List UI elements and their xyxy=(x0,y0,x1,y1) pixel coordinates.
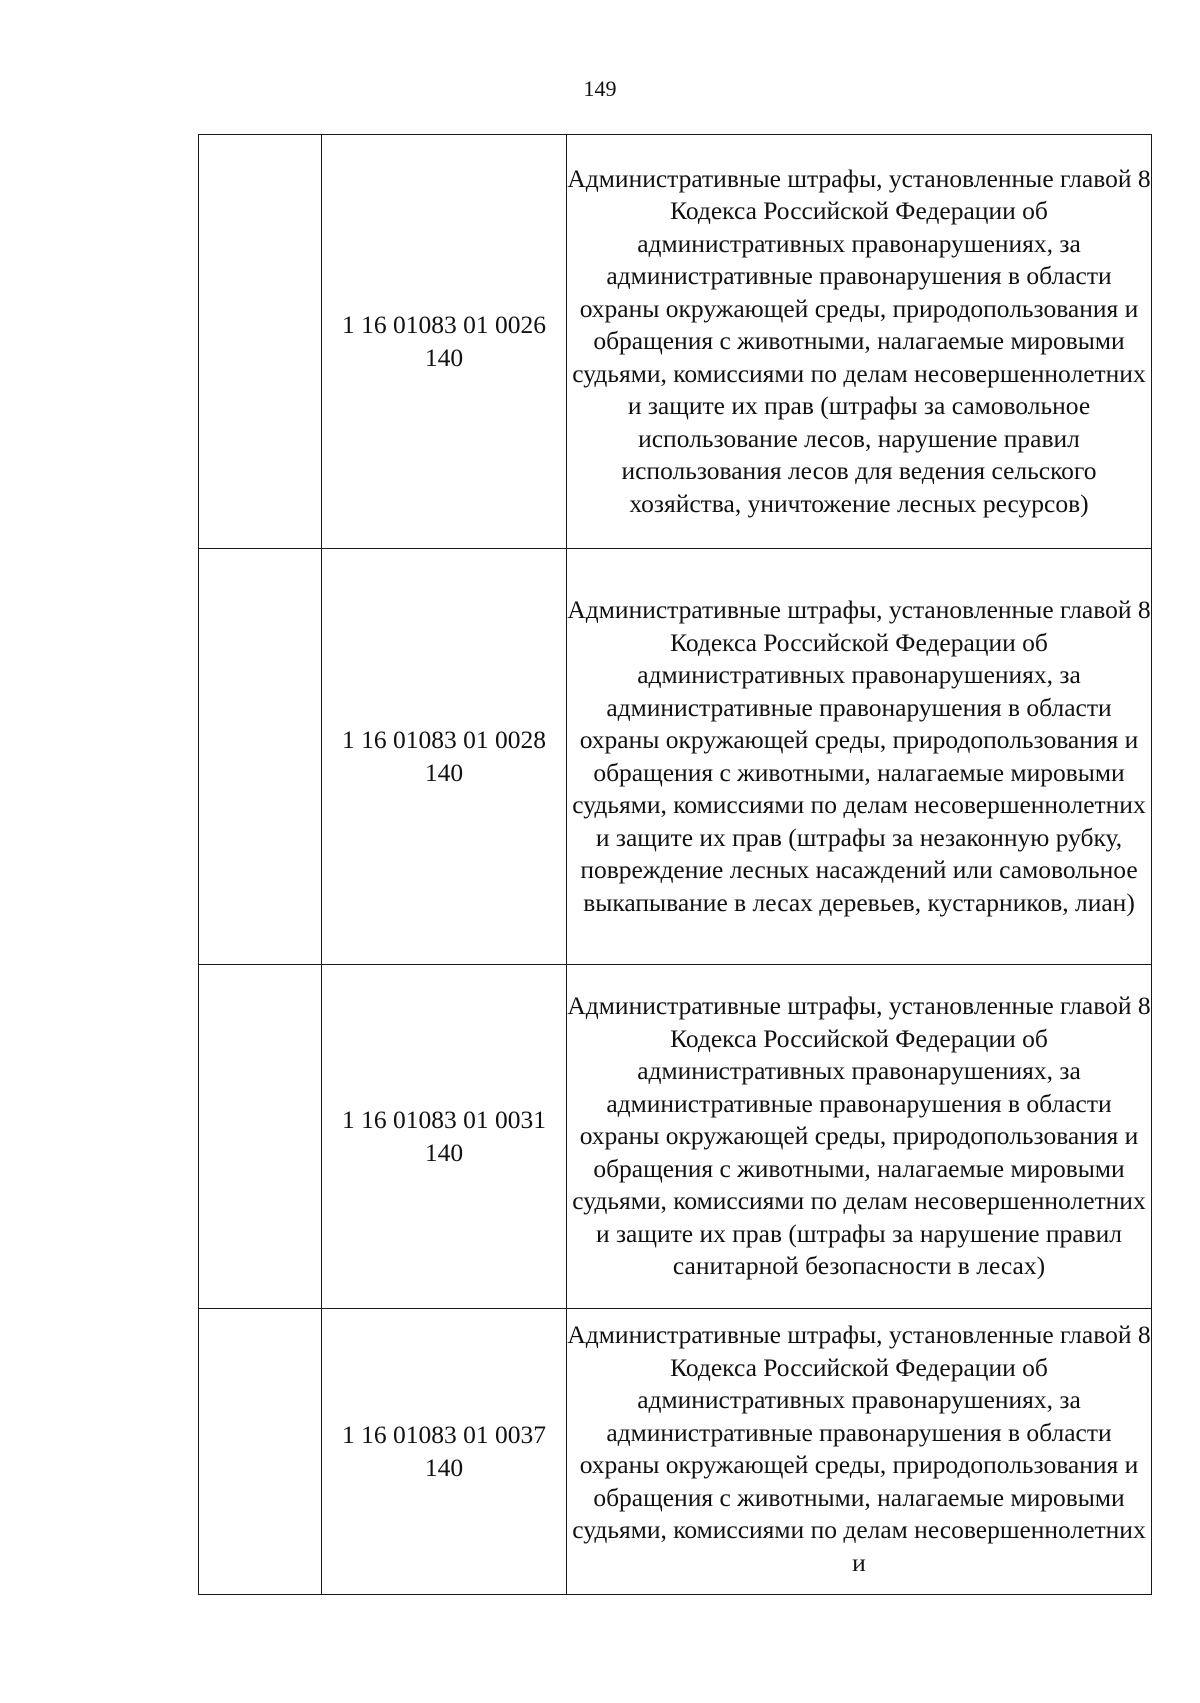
budget-code-main: 1 16 01083 01 0031 xyxy=(342,1105,546,1134)
admin-code-cell xyxy=(199,965,322,1309)
description-text: Административные штрафы, установленные главой 8 Кодекса Российской Федерации об административных правонарушениях, за административные правонарушения в области охраны окружающей среды, природопользования и обращения с животными, налагаемые мировыми судьями, комиссиями по делам несовершеннолетних и защите их прав (штрафы за самовольное использование лесов, нарушение правил использования лесов для ведения сельского хозяйства, уничтожение лесных ресурсов) xyxy=(567,163,1151,518)
description-text: Административные штрафы, установленные главой 8 Кодекса Российской Федерации об административных правонарушениях, за административные правонарушения в области охраны окружающей среды, природопользования и обращения с животными, налагаемые мировыми судьями, комиссиями по делам несовершеннолетних и xyxy=(567,1320,1151,1577)
description-cell xyxy=(567,965,1152,1309)
admin-code-cell xyxy=(199,1309,322,1595)
description-cell xyxy=(567,135,1152,549)
description-text: Административные штрафы, установленные главой 8 Кодекса Российской Федерации об административных правонарушениях, за административные правонарушения в области охраны окружающей среды, природопользования и обращения с животными, налагаемые мировыми судьями, комиссиями по делам несовершеннолетних и защите их прав (штрафы за незаконную рубку, повреждение лесных насаждений или самовольное выкапывание в лесах деревьев, кустарников, лиан) xyxy=(567,595,1151,917)
table-row xyxy=(199,965,1152,1309)
budget-code-cell xyxy=(322,135,567,549)
admin-code-cell xyxy=(199,549,322,965)
table-row xyxy=(199,1309,1152,1595)
page-number: 149 xyxy=(583,76,617,101)
budget-code-main: 1 16 01083 01 0037 xyxy=(342,1420,546,1449)
budget-code-cell xyxy=(322,965,567,1309)
budget-code-suffix: 140 xyxy=(424,757,464,787)
description-cell xyxy=(567,549,1152,965)
table-row xyxy=(199,135,1152,549)
table-row xyxy=(199,549,1152,965)
budget-code-suffix: 140 xyxy=(424,1452,464,1482)
description-text: Административные штрафы, установленные главой 8 Кодекса Российской Федерации об административных правонарушениях, за административные правонарушения в области охраны окружающей среды, природопользования и обращения с животными, налагаемые мировыми судьями, комиссиями по делам несовершеннолетних и защите их прав (штрафы за нарушение правил санитарной безопасности в лесах) xyxy=(567,991,1151,1281)
description-cell xyxy=(567,1309,1152,1595)
budget-code-cell xyxy=(322,549,567,965)
budget-code-cell xyxy=(322,1309,567,1595)
budget-code-main: 1 16 01083 01 0028 xyxy=(342,725,546,754)
admin-code-cell xyxy=(199,135,322,549)
budget-code-suffix: 140 xyxy=(424,342,464,372)
budget-code-suffix: 140 xyxy=(424,1137,464,1167)
budget-classification-table xyxy=(198,134,1152,1595)
budget-code-main: 1 16 01083 01 0026 xyxy=(342,310,546,339)
